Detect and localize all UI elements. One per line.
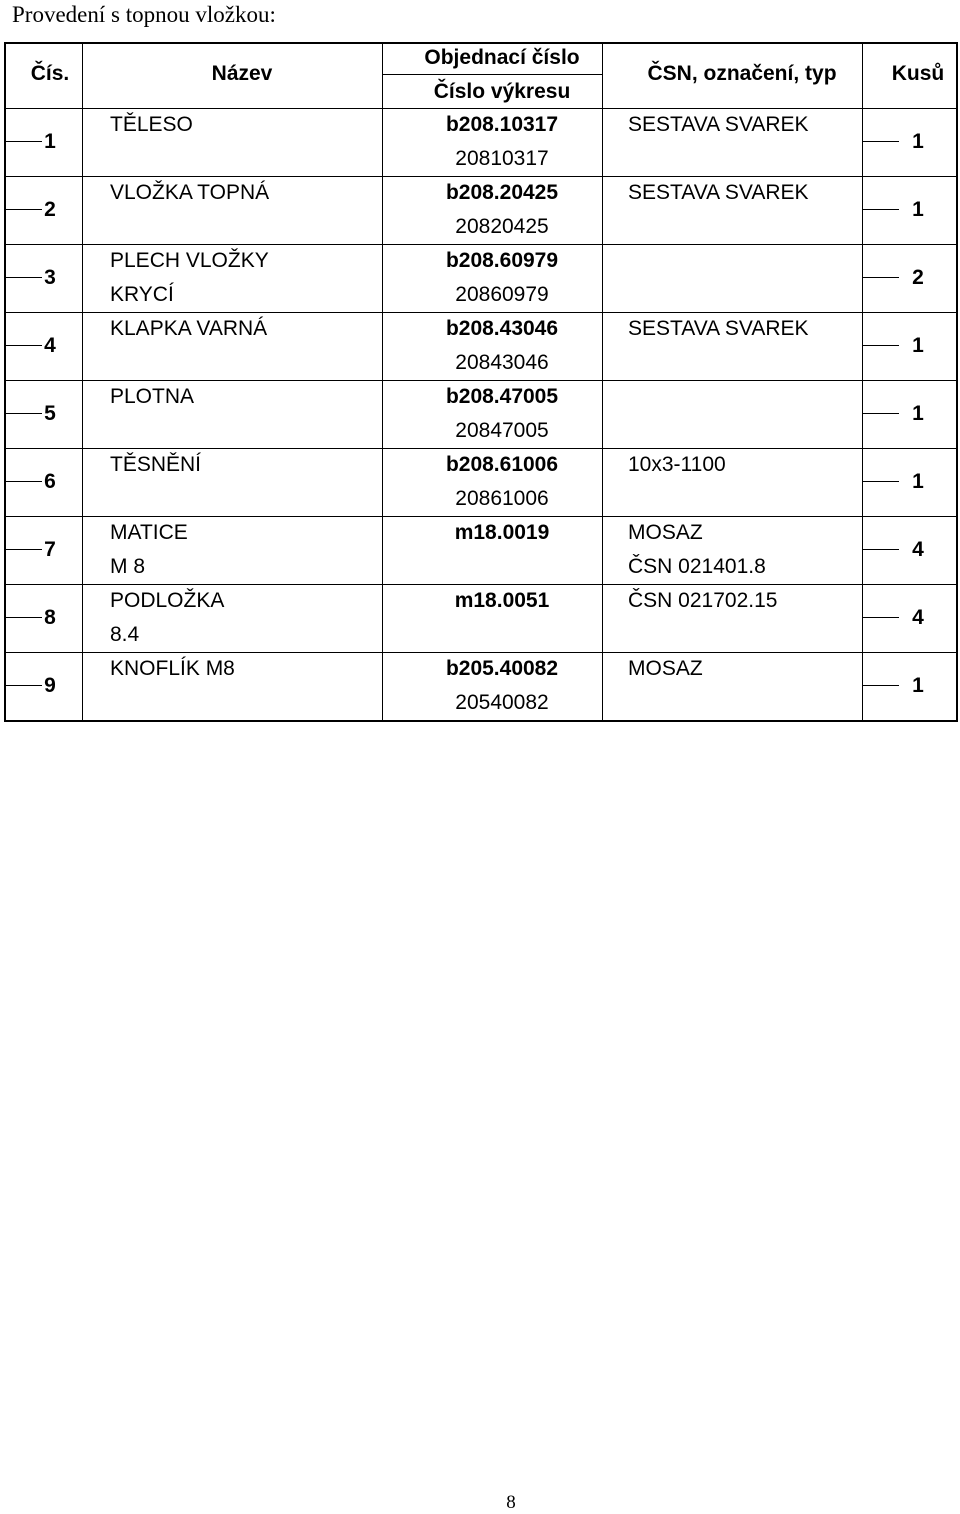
quantity: 1	[912, 402, 924, 425]
table-border-left	[4, 42, 6, 722]
part-name: PODLOŽKA	[110, 589, 225, 612]
csn-designation: MOSAZ	[628, 657, 703, 680]
row-separator	[4, 312, 958, 313]
page-number: 8	[506, 1492, 516, 1513]
order-number: b205.40082	[445, 657, 559, 680]
csn-designation: 10x3-1100	[628, 453, 726, 476]
order-number: b208.43046	[445, 317, 559, 340]
header-cislo-vykresu: Číslo výkresu	[433, 80, 571, 103]
quantity: 2	[912, 266, 924, 289]
row-separator	[4, 380, 958, 381]
row-separator-partial	[862, 413, 899, 414]
csn-designation-line2: ČSN 021401.8	[628, 555, 766, 578]
row-separator-partial	[4, 617, 42, 618]
row-separator-partial	[4, 277, 42, 278]
row-separator	[4, 448, 958, 449]
part-name: TĚSNĚNÍ	[110, 453, 202, 476]
row-separator	[4, 584, 958, 585]
quantity: 1	[912, 334, 924, 357]
quantity: 1	[912, 674, 924, 697]
order-number: b208.10317	[445, 113, 559, 136]
row-number: 5	[44, 402, 56, 425]
drawing-number: 20861006	[455, 487, 549, 510]
row-number: 9	[44, 674, 56, 697]
row-number: 2	[44, 198, 56, 221]
part-name: KLAPKA VARNÁ	[110, 317, 268, 340]
row-separator-partial	[862, 617, 899, 618]
row-separator-partial	[862, 685, 899, 686]
drawing-number: 20860979	[455, 283, 549, 306]
part-name: TĚLESO	[110, 113, 193, 136]
parts-table	[4, 42, 958, 722]
column-divider	[602, 42, 603, 722]
drawing-number: 20820425	[455, 215, 549, 238]
row-separator-partial	[4, 685, 42, 686]
part-name-line2: 8.4	[110, 623, 140, 646]
part-name: PLECH VLOŽKY	[110, 249, 269, 272]
row-separator-partial	[4, 549, 42, 550]
part-name: VLOŽKA TOPNÁ	[110, 181, 270, 204]
row-separator-partial	[862, 345, 899, 346]
table-border-bottom	[4, 720, 958, 722]
row-separator	[4, 652, 958, 653]
row-separator-partial	[862, 277, 899, 278]
row-separator-partial	[4, 141, 42, 142]
row-number: 8	[44, 606, 56, 629]
table-border-top	[4, 42, 958, 44]
header-subdivider	[382, 74, 602, 75]
quantity: 1	[912, 130, 924, 153]
drawing-number: 20847005	[455, 419, 549, 442]
header-nazev: Název	[211, 62, 273, 85]
drawing-number: 20843046	[455, 351, 549, 374]
row-separator	[4, 176, 958, 177]
section-heading: Provedení s topnou vložkou:	[12, 2, 276, 27]
header-kusu: Kusů	[891, 62, 945, 85]
row-separator-partial	[862, 481, 899, 482]
csn-designation: ČSN 021702.15	[628, 589, 778, 612]
row-number: 1	[44, 130, 56, 153]
order-number: b208.61006	[445, 453, 559, 476]
part-name: KNOFLÍK M8	[110, 657, 235, 680]
row-separator-partial	[4, 345, 42, 346]
quantity: 1	[912, 470, 924, 493]
header-csn: ČSN, označení, typ	[647, 62, 837, 85]
row-number: 3	[44, 266, 56, 289]
row-separator-partial	[4, 413, 42, 414]
part-name-line2: M 8	[110, 555, 146, 578]
order-number: m18.0019	[454, 521, 550, 544]
quantity: 4	[912, 538, 924, 561]
row-separator-partial	[862, 549, 899, 550]
part-name-line2: KRYCÍ	[110, 283, 174, 306]
order-number: b208.20425	[445, 181, 559, 204]
row-separator-partial	[862, 209, 899, 210]
table-border-right	[956, 42, 958, 722]
csn-designation: SESTAVA SVAREK	[628, 113, 809, 136]
order-number: m18.0051	[454, 589, 550, 612]
row-separator-partial	[4, 209, 42, 210]
row-separator-partial	[862, 141, 899, 142]
csn-designation: SESTAVA SVAREK	[628, 181, 809, 204]
row-number: 7	[44, 538, 56, 561]
order-number: b208.60979	[445, 249, 559, 272]
order-number: b208.47005	[445, 385, 559, 408]
row-number: 4	[44, 334, 56, 357]
row-separator	[4, 108, 958, 109]
row-number: 6	[44, 470, 56, 493]
quantity: 4	[912, 606, 924, 629]
row-separator	[4, 244, 958, 245]
part-name: PLOTNA	[110, 385, 195, 408]
column-divider	[382, 42, 383, 722]
drawing-number: 20810317	[455, 147, 549, 170]
part-name: MATICE	[110, 521, 188, 544]
row-separator-partial	[4, 481, 42, 482]
column-divider	[862, 42, 863, 722]
column-divider	[82, 42, 83, 722]
header-objednaci-cislo: Objednací číslo	[424, 46, 580, 69]
csn-designation: SESTAVA SVAREK	[628, 317, 809, 340]
drawing-number: 20540082	[455, 691, 549, 714]
row-separator	[4, 516, 958, 517]
csn-designation: MOSAZ	[628, 521, 703, 544]
quantity: 1	[912, 198, 924, 221]
header-cis: Čís.	[30, 62, 70, 85]
